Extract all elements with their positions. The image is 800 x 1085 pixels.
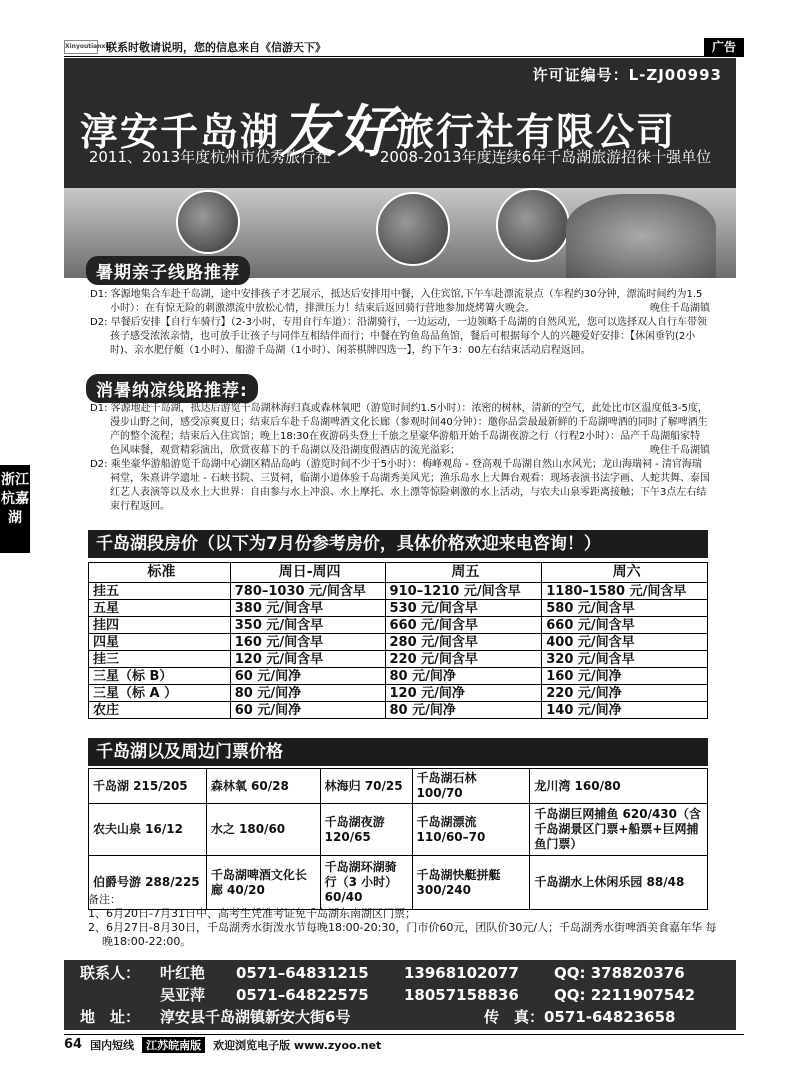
rates-col-fri: 周五 <box>385 563 542 583</box>
rates-col-sun-thu: 周日-周四 <box>230 563 385 583</box>
section-summer-title: 消暑纳凉线路推荐: <box>86 374 258 403</box>
note-2: 2、6月27日-8月30日，千岛湖秀水街泼水节每晚18:00-20:30，门市价60元，团队价30元/人；千岛湖秀水街啤酒美食嘉年华 每晚18:00-22:00。 <box>88 921 717 948</box>
room-rates-table <box>88 562 708 719</box>
contact-1-qq: QQ: 378820376 <box>554 964 685 982</box>
address-label: 地 址： <box>80 1008 141 1026</box>
table-row: 挂四 350 元/间含早 660 元/间含早 660 元/间含早 <box>89 617 708 634</box>
table-row: 千岛湖 215/205 森林氧 60/28 林海归 70/25 千岛湖石林 100/70 龙川湾 160/80 <box>89 769 708 804</box>
notes-label: 备注： <box>88 893 121 906</box>
section-summer-itinerary <box>90 402 710 514</box>
table-row: 三星（标 B） 60 元/间净 80 元/间净 160 元/间净 <box>89 668 708 685</box>
contact-1-name: 叶红艳 <box>160 964 206 982</box>
top-divider <box>64 56 744 57</box>
summer-day-2: D2: 乘坐豪华游船游览千岛湖中心湖区精品岛屿（游览时间不少于5小时）：梅峰观岛 - 登高观千岛湖自然山水风光；龙山海瑞祠 - 清官海瑞祠堂，朱熹讲学遗址 - 石峡书院、三贤祠，临湖小道体验千岛湖秀美风光；渔乐岛水上大舞台观看：现场表演书法字画、人蛇共舞、泰国红艺人表演等以及水上大世界：自由参与水上冲浪、水上摩托、水上漂等惊险刺激的水上活动，与农夫山泉零距离接触；下午3点左右结束行程返回。 <box>90 459 710 512</box>
family-day-1: D1: 客源地集合车赴千岛湖，途中安排孩子才艺展示，抵达后安排用中餐，入住宾馆,下午车赴漂流景点（车程约30分钟，漂流时间约为1.5小时）：在有惊无险的刺激漂流中放松心情，排泄压力！结束后返回骑行营地参加烧烤篝火晚会。 晚住千岛湖镇 <box>90 289 710 314</box>
honors-row <box>64 146 736 167</box>
tickets-header: 千岛湖以及周边门票价格 <box>88 738 708 766</box>
note-1: 1、6月20日-7月31日中、高考生凭准考证免千岛湖东南湖区门票； <box>88 907 416 920</box>
footer-edition: 江苏皖南版 <box>142 1037 205 1053</box>
top-bar <box>64 38 744 56</box>
table-row: 三星（标 A ） 80 元/间净 120 元/间净 220 元/间净 <box>89 685 708 702</box>
contact-1-tel: 0571–64831215 <box>236 964 369 982</box>
rates-header-row <box>89 563 708 583</box>
boating-photo <box>376 192 450 266</box>
company-banner <box>64 58 736 188</box>
cycling-photo <box>176 190 240 254</box>
ticket-prices-table <box>88 768 708 910</box>
contact-row-2 <box>80 984 695 1005</box>
source-notice: 联系时敬请说明，您的信息来自《信游天下》 <box>106 41 326 54</box>
fax-value: 传 真：0571-64823658 <box>484 1008 676 1026</box>
footer-site: 欢迎浏览电子版 www.zyoo.net <box>213 1038 382 1052</box>
rates-col-sat: 周六 <box>542 563 708 583</box>
page-number: 64 <box>64 1037 83 1052</box>
table-row: 农夫山泉 16/12 水之 180/60 千岛湖夜游 120/65 千岛湖漂流 110/60–70 千岛湖巨网捕鱼 620/430（含千岛湖景区门票+船票+巨网捕鱼门票） <box>89 804 708 856</box>
license-number: 许可证编号：L-ZJ00993 <box>532 66 722 84</box>
table-row: 四星 160 元/间含早 280 元/间含早 400 元/间含早 <box>89 634 708 651</box>
family-day-2: D2: 早餐后安排【自行车骑行】（2-3小时，专用自行车道）：沿湖骑行，一边运动，一边领略千岛湖的自然风光，您可以选择双人自行车带领孩子感受浓浓亲情，也可放手让孩子与同伴互相结伴而行；中餐在钓鱼岛品鱼馆，餐后可根据每个人的兴趣爱好安排：【休闲垂钓(2小时)、亲水肥仔艇（1小时）、船游千岛湖（1小时）、闲茶棋牌四选一】，约下午3：00左右结束活动启程返回。 <box>90 317 707 356</box>
contact-label: 联系人： <box>80 964 141 982</box>
table-row: 挂五 780–1030 元/间含早 910–1210 元/间含早 1180–1580 元/间含早 <box>89 583 708 600</box>
contact-1-mobile: 13968102077 <box>404 964 519 982</box>
contact-row-3 <box>80 1006 675 1027</box>
contact-2-qq: QQ: 2211907542 <box>554 986 696 1004</box>
stream-photo <box>496 188 570 262</box>
contact-2-mobile: 18057158836 <box>404 986 519 1004</box>
table-row: 伯爵号游 288/225 千岛湖啤酒文化长廊 40/20 千岛湖环湖骑行（3 小时） 60/40 千岛湖快艇拼艇 300/240 千岛湖水上休闲乐园 88/48 <box>89 856 708 910</box>
rates-col-standard: 标准 <box>89 563 231 583</box>
family-photo <box>566 194 716 278</box>
contact-panel <box>64 960 736 1030</box>
contact-2-tel: 0571–64822575 <box>236 986 369 1004</box>
publisher-logo: Xinyoutianxia <box>64 40 98 54</box>
table-row: 挂三 120 元/间含早 220 元/间含早 320 元/间含早 <box>89 651 708 668</box>
address-value: 淳安县千岛湖镇新安大街6号 <box>160 1008 351 1026</box>
summer-day-1: D1: 客源地赴千岛湖，抵达后游览千岛湖林海归真或森林氧吧（游览时间约1.5小时）：浓密的树林，清新的空气，此处比市区温度低3-5度，漫步山野之间，感受凉爽夏日；结束后车赴千岛湖啤酒文化长廊（参观时间40分钟）：邀你品尝最最新鲜的千岛湖啤酒的同时了解啤酒生产的整个流程；结束后入住宾馆；晚上18:30在夜游码头登上千旅之星豪华游船开始千岛湖夜游之行（行程2小时）：品产千岛湖船家特色风味餐，观赏精彩演出，欣赏夜幕下的千岛湖以及沿湖度假酒店的流光溢彩； 晚住千岛湖镇 <box>90 403 710 456</box>
footer-section: 国内短线 <box>90 1038 135 1052</box>
ad-label: 广告 <box>704 38 744 56</box>
honor-2: 2008-2013年度连续6年千岛湖旅游招徕十强单位 <box>379 148 712 166</box>
rates-header: 千岛湖段房价（以下为7月份参考房价，具体价格欢迎来电咨询！） <box>88 530 708 558</box>
company-name-part-c: 旅行社有限公司 <box>396 110 677 154</box>
table-row: 农庄 60 元/间净 80 元/间净 140 元/间净 <box>89 702 708 719</box>
company-name-part-b: 友好 <box>280 99 397 165</box>
notes-block <box>88 893 718 949</box>
section-family-itinerary <box>90 288 710 358</box>
contact-row-1 <box>80 962 685 983</box>
page-footer <box>64 1034 744 1052</box>
section-family-title: 暑期亲子线路推荐 <box>86 256 250 285</box>
region-side-tab: 浙江 杭嘉 湖 <box>0 465 30 553</box>
company-name-part-a: 淳安千岛湖 <box>80 110 281 154</box>
honor-1: 2011、2013年度杭州市优秀旅行社 <box>88 148 331 166</box>
contact-2-name: 吴亚萍 <box>160 986 206 1004</box>
table-row: 五星 380 元/间含早 530 元/间含早 580 元/间含早 <box>89 600 708 617</box>
